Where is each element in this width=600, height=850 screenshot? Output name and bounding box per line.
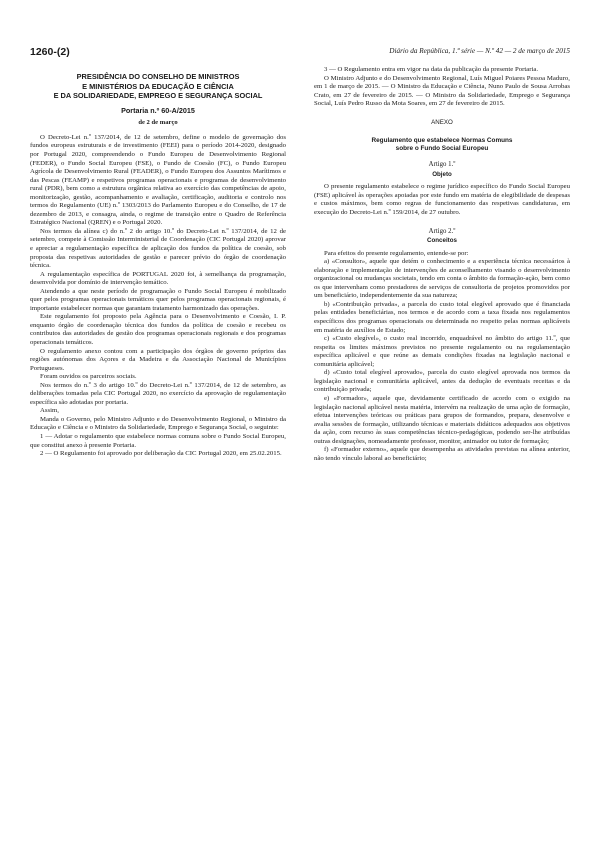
article-2-intro: Para efeitos do presente regulamento, entende-se por: bbox=[324, 249, 469, 257]
regulation-title-line: sobre o Fundo Social Europeu bbox=[395, 145, 489, 153]
definition-item: e) «Formador», aquele que, devidamente certificado de acordo com o exigido na legislação nacional aplicável nesta matéria, intervém na realização de uma ação de formação, efetua intervenções teóricas ou práticas para grupos de formandos, prepara, desenvolve e avalia sessões de formação, utilizando técnicas e materiais didáticos adequados aos objetivos da ação, com recurso às suas competências técnico-pedagógicas, podendo ser-lhe atribuídas outras designações, nomeadamente professor, monitor, animador ou tutor de formação; bbox=[314, 394, 570, 445]
regulation-title bbox=[314, 137, 570, 153]
paragraph: Nos termos da alínea c) do n.º 2 do artigo 10.º do Decreto-Lei n.º 137/2014, de 12 de setembro, compete à Comissão Interministerial de Coordenação (CIC Portugal 2020) aprovar e apreciar a regulamentação específica de aplicação dos fundos da política de coesão, sob proposta das respetivas autoridades de gestão e parecer prévio do órgão de coordenação técnica. bbox=[30, 227, 286, 270]
ministry-line: PRESIDÊNCIA DO CONSELHO DE MINISTROS bbox=[76, 72, 240, 81]
article-2-number: Artigo 2.º bbox=[428, 227, 456, 235]
definition-item: c) «Custo elegível», o custo real incorrido, enquadrável no âmbito do artigo 11.º, que respeita os limites máximos previstos no presente regulamento ou na regulamentação específica aplicável e que reúne as demais condições fixadas na legislação nacional e comunitária aplicável; bbox=[314, 335, 570, 368]
paragraph: 1 — Adotar o regulamento que estabelece normas comuns sobre o Fundo Social Europeu, que constitui anexo à presente Portaria. bbox=[30, 433, 286, 449]
definition-item: a) «Consultor», aquele que detém o conhecimento e a experiência técnica necessários à elaboração e implementação de intervenções de aconselhamento visando o desenvolvimento organizacional ou mudanças societais, tendo em conta o âmbito da formação-ação, bem como os que intervenham como prestadores de serviços de consultoria de projetos promovidos por um beneficiário, independentemente da sua natureza; bbox=[314, 258, 570, 300]
paragraph: A regulamentação específica de PORTUGAL 2020 foi, à semelhança da programação, desenvolvida por domínio de intervenção temático. bbox=[30, 270, 286, 287]
paragraph: 3 — O Regulamento entra em vigor na data da publicação da presente Portaria. bbox=[324, 66, 539, 73]
paragraph: O Decreto-Lei n.º 137/2014, de 12 de setembro, define o modelo de governação dos fundos europeus estruturais e de investimento (FEEI) para o período 2014-2020, designado por Portugal 2020, compreendendo o Fundo Europeu de Desenvolvimento Regional (FEDER), o Fundo Social Europeu (FSE), o Fundo de Coesão (FC), o Fundo Europeu Agrícola de Desenvolvimento Rural (FEADER), o Fundo Europeu dos Assuntos Marítimos e das Pescas (FEAMP) e respetivos programas operacionais e programas de desenvolvimento rural (PDR), bem como a estrutura orgânica relativa ao exercício das competências de apoio, monitorização, gestão, acompanhamento e avaliação, certificação, auditoria e controlo nos termos do Regulamento (UE) n.º 1303/2013 do Parlamento Europeu e do Conselho, de 17 de dezembro de 2013, e consagra, ainda, o regime de transição entre o Quadro de Referência Estratégico Nacional (QREN) e o Portugal 2020. bbox=[30, 133, 286, 227]
definition-item: b) «Contribuição privada», a parcela do custo total elegível aprovado que é financiada pelas entidades beneficiárias, nos termos e de acordo com a taxa fixada nos regulamentos específicos dos programas operacionais ou determinada no respeito pelas normas aplicáveis em matéria de auxílios de Estado; bbox=[314, 300, 570, 334]
annex-label: ANEXO bbox=[431, 118, 453, 126]
definition-item: f) «Formador externo», aquele que desempenha as atividades previstas na alínea anterior, não tendo vínculo laboral ao beneficiário; bbox=[314, 446, 570, 462]
ministry-line: E DA SOLIDARIEDADE, EMPREGO E SEGURANÇA SOCIAL bbox=[53, 91, 263, 101]
left-column bbox=[30, 66, 286, 459]
paragraph: Assim, bbox=[40, 407, 59, 415]
article-1-title: Objeto bbox=[432, 170, 452, 178]
signatures-paragraph: O Ministro Adjunto e do Desenvolvimento Regional, Luís Miguel Poiares Pessoa Maduro, em 1 de março de 2015. — O Ministro da Educação e Ciência, Nuno Paulo de Sousa Arrobas Crato, em 27 de fevereiro de 2015. — O Ministro da Solidariedade, Emprego e Segurança Social, Luís Pedro Russo da Mota Soares, em 27 de fevereiro de 2015. bbox=[314, 74, 570, 108]
paragraph: 2 — O Regulamento foi aprovado por deliberação da CIC Portugal 2020, em 25.02.2015. bbox=[40, 450, 282, 458]
journal-header: Diário da República, 1.ª série — N.º 42 — 2 de março de 2015 bbox=[389, 47, 570, 55]
paragraph: Atendendo a que neste período de programação o Fundo Social Europeu é mobilizado quer pelos programas operacionais temáticos quer pelos programas operacionais regionais, é importante estabelecer normas que garantam tratamento harmonizado das operações. bbox=[30, 287, 286, 312]
paragraph: Manda o Governo, pelo Ministro Adjunto e do Desenvolvimento Regional, o Ministro da Educação e Ciência e o Ministro da Solidariedade, Emprego e Segurança Social, o seguinte: bbox=[30, 415, 286, 432]
ministry-heading bbox=[30, 72, 286, 101]
article-1-text: O presente regulamento estabelece o regime jurídico específico do Fundo Social Europeu (FSE) aplicável às operações apoiadas por este fundo em matéria de elegibilidade de despesas e custos máximos, bem como regras de funcionamento das respetivas candidaturas, em execução do Decreto-Lei n.º 159/2014, de 27 outubro. bbox=[314, 183, 570, 217]
paragraph: O regulamento anexo contou com a participação dos órgãos de governo próprios das regiões autónomas dos Açores e da Madeira e da Associação Nacional de Municípios Portugueses. bbox=[30, 347, 286, 372]
paragraph: Este regulamento foi proposto pela Agência para o Desenvolvimento e Coesão, I. P. enquanto órgão de coordenação técnica dos fundos da política de coesão e recebeu os contributos das autoridades de gestão dos programas operacionais regionais e dos programas operacionais temáticos. bbox=[30, 313, 286, 346]
right-column bbox=[314, 66, 570, 463]
page-number: 1260-(2) bbox=[30, 46, 70, 58]
regulation-title-line: Regulamento que estabelece Normas Comuns bbox=[371, 137, 513, 145]
paragraph: Foram ouvidos os parceiros sociais. bbox=[40, 373, 137, 381]
portaria-title: Portaria n.º 60-A/2015 bbox=[121, 105, 195, 115]
paragraph: Nos termos do n.º 3 do artigo 10.º do Decreto-Lei n.º 137/2014, de 12 de setembro, as deliberações tomadas pela CIC Portugal 2020, no exercício da aprovação de regulamentação específica são adotadas por portaria. bbox=[30, 381, 286, 406]
ministry-line: E MINISTÉRIOS DA EDUCAÇÃO E CIÊNCIA bbox=[82, 81, 234, 91]
article-1-number: Artigo 1.º bbox=[428, 161, 456, 169]
portaria-date: de 2 de março bbox=[138, 119, 178, 127]
definition-item: d) «Custo total elegível aprovado», parcela do custo elegível aprovada nos termos da legislação nacional e comunitária aplicável, antes da dedução de eventuais receitas e da contribuição privada; bbox=[314, 369, 570, 394]
article-2-title: Conceitos bbox=[427, 237, 457, 245]
